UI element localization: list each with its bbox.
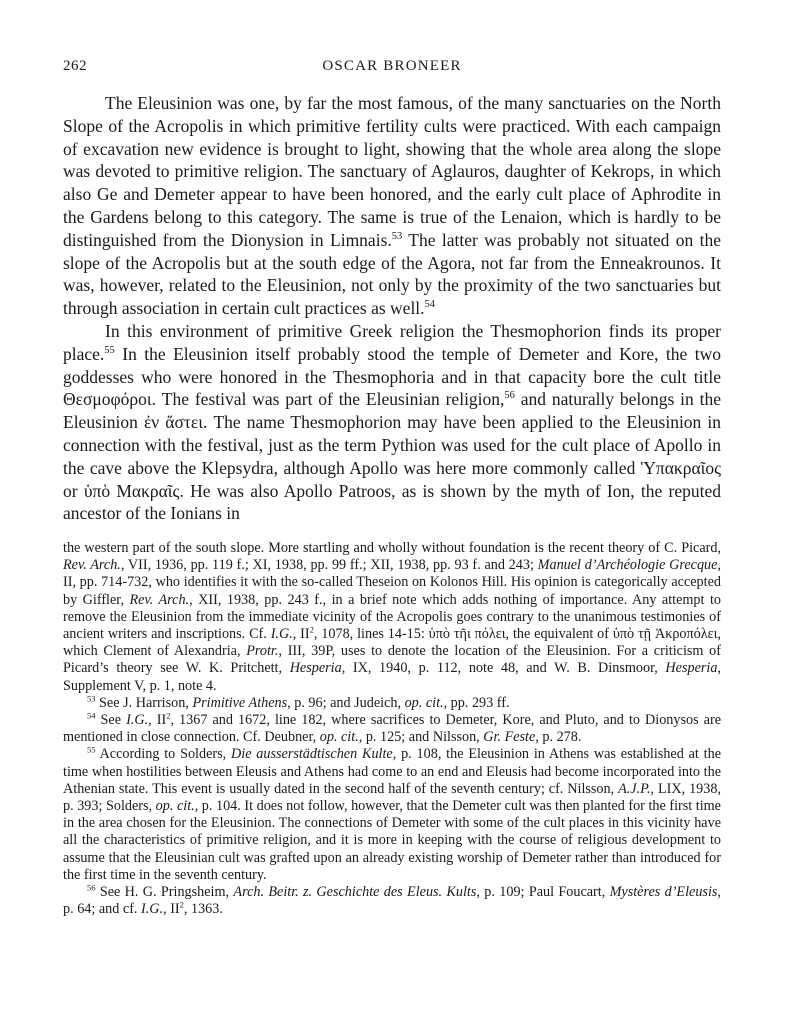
text-span: , p. 104. It does not follow, however, that the Demeter cult was then planted for the first time in the area chosen for the Eleusinion. The connections of Demeter with some of the cult places in this vicinity have all the characteristics of primitive religion, and it is more in keeping with the course of religious development to assume that the Eleusinian cult was grafted upon an already existing worship of Demeter rather than introduced for the first time in the seventh century.	[63, 798, 721, 883]
paragraph-1	[63, 92, 721, 320]
text-span: , IX, 1940, p. 112, note 48, and W. B. Dinsmoor,	[341, 660, 666, 677]
text-span: . The festival was part of the Eleusinian religion,	[151, 389, 505, 410]
text-span: , LIX, 1938, p. 393; Solders,	[63, 780, 721, 815]
footnote-number: 55	[87, 744, 96, 755]
text-span: , p. 64; and cf.	[63, 884, 721, 918]
text-span: and naturally belongs in the Eleusinion	[63, 389, 721, 433]
footnote-ref-56: 56	[504, 390, 515, 402]
text-span: , pp. 293 ff.	[443, 694, 510, 711]
citation-title: I.G.	[126, 712, 149, 729]
text-span: According to Solders,	[95, 746, 231, 763]
superscript: 2	[179, 899, 184, 910]
citation-title: Die ausserstädtischen Kulte	[231, 746, 393, 763]
footnote-number: 56	[87, 882, 96, 893]
citation-title: Mystères d’Eleusis	[609, 884, 718, 901]
text-span: , 1078, lines 14-15:	[313, 626, 429, 643]
text-span: , II	[163, 901, 180, 918]
citation-title: Hesperia	[289, 660, 342, 677]
citation-title: A.J.P.	[618, 780, 651, 797]
text-span: , II, pp. 714-732, who identifies it with the so-called Theseion on Kolonos Hill. His opinion is categorically accepted by Giffler,	[63, 557, 721, 608]
citation-title: Arch. Beitr. z. Geschichte des Eleus. Kults	[233, 884, 477, 901]
text-span: , the equivalent of	[505, 626, 613, 643]
footnote-53	[63, 695, 721, 712]
greek-term: ὑπὸ τῆι πόλει	[428, 626, 506, 643]
citation-title: op. cit.	[319, 729, 359, 746]
text-span: , VII, 1936, pp. 119 f.; XI, 1938, pp. 99 ff.; XII, 1938, pp. 93 f. and 243;	[120, 557, 538, 574]
running-head: OSCAR BRONEER	[322, 58, 462, 74]
citation-title: Gr. Feste	[483, 729, 536, 746]
text-span: , p. 109; Paul Foucart,	[476, 884, 610, 901]
citation-title: Rev. Arch.	[129, 591, 190, 608]
footnote-ref-55: 55	[104, 344, 115, 356]
greek-term: ὑπὸ Μακραῖς	[83, 480, 180, 501]
text-span: . The name Thesmophorion may have been applied to the Eleusinion in connection with the festival, just as the term Pythion was used for the cult place of Apollo in the cave above the Klepsydra, although Apollo was here more commonly called	[63, 412, 722, 478]
footnote-56	[63, 884, 721, 918]
citation-title: Protr.	[246, 643, 279, 660]
superscript: 2	[166, 710, 171, 721]
text-span: , p. 96; and Judeich,	[287, 694, 405, 711]
text-span: , Supplement V, p. 1, note 4.	[63, 660, 721, 694]
footnote-ref-53: 53	[391, 230, 403, 242]
footnote-55	[63, 746, 721, 884]
superscript: 2	[309, 624, 314, 635]
citation-title: I.G.	[141, 901, 164, 918]
footnote-54	[63, 712, 721, 746]
text-span: See J. Harrison,	[95, 694, 193, 711]
greek-term: ἐν ἄστει	[143, 412, 203, 433]
text-span: See H. G. Pringsheim,	[95, 884, 234, 901]
text-span: , p. 108, the Eleusinion in Athens was established at the time when hostilities between Eleusis and Athens had come to an end and Eleusis had become incorporated into the Athenian state. This event is usually dated in the second half of the seventh century; cf. Nilsson,	[63, 746, 722, 797]
text-span: . He was also Apollo Patroos, as is shown by the myth of Ion, the reputed ancestor of the Ionians in	[63, 480, 721, 524]
footnote-continuation	[63, 540, 721, 695]
greek-term: ὑπὸ τῇ Ἀκροπόλει	[612, 626, 718, 643]
footnote-number: 53	[87, 693, 96, 704]
greek-term: Θεσμοφόροι	[63, 389, 152, 410]
text-span: , which Clement of Alexandria,	[63, 626, 721, 660]
footnote-ref-54: 54	[424, 299, 436, 311]
greek-term: Ὑπακραῖος	[640, 457, 721, 478]
citation-title: op. cit.	[404, 694, 444, 711]
text-span: the western part of the south slope. More startling and wholly without foundation is the recent theory of C. Picard,	[63, 540, 721, 556]
citation-title: op. cit.	[155, 798, 195, 815]
footnotes	[63, 540, 721, 918]
citation-title: Rev. Arch.	[63, 557, 121, 574]
text-span: , XII, 1938, pp. 243 f., in a brief note which adds nothing of importance. Any attempt to remove the Eleusinion from the immediate vicinity of the Acropolis goes contrary to the unanimous testimonies of ancient writers and inscriptions. Cf.	[63, 591, 721, 643]
text-span: In the Eleusinion itself probably stood the temple of Demeter and Kore, the two goddesses who were honored in the Thesmophoria and in that capacity bore the cult title	[63, 343, 721, 387]
citation-title: Manuel d’Archéologie Grecque	[537, 557, 718, 574]
text-span: , II	[292, 626, 310, 643]
page-header	[63, 58, 721, 78]
text-span: or	[63, 480, 84, 501]
text-span: , 1367 and 1672, line 182, where sacrifices to Demeter, Kore, and Pluto, and to Dionysos are mentioned in close connection. Cf. Deubner,	[63, 712, 721, 746]
footnote-number: 54	[87, 710, 96, 721]
paragraph-2	[63, 320, 721, 525]
citation-title: Hesperia	[665, 660, 718, 677]
main-text	[63, 92, 721, 525]
text-span: In this environment of primitive Greek religion the Thesmophorion finds its proper place.	[63, 320, 721, 364]
text-span: , III, 39P, uses to denote the location of the Eleusinion. For a criticism of Picard’s theory see W. K. Pritchett,	[63, 643, 721, 677]
citation-title: I.G.	[270, 626, 293, 643]
text-span: See	[95, 712, 127, 729]
text-span: The Eleusinion was one, by far the most famous, of the many sanctuaries on the North Slope of the Acropolis in which primitive fertility cults were practiced. With each campaign of excavation new evidence is brought to light, showing that the whole area along the slope was devoted to primitive religion. The sanctuary of Aglauros, daughter of Kekrops, in which also Ge and Demeter appear to have been honored, and the early cult place of Aphrodite in the Gardens belong to this category. The same is true of the Lenaion, which is hardly to be distinguished from the Dionysion in Limnais.	[63, 93, 721, 250]
page-number: 262	[63, 58, 87, 74]
text-span: , p. 278.	[535, 729, 582, 746]
text-span: , p. 125; and Nilsson,	[358, 729, 484, 746]
text-span: The latter was probably not situated on the slope of the Acropolis but at the south edge of the Agora, not far from the Enneakrounos. It was, however, related to the Eleusinion, not only by the proximity of the two sanctuaries but through association in certain cult practices as well.	[63, 229, 722, 319]
text-span: , 1363.	[183, 901, 223, 918]
text-span: , II	[148, 712, 167, 729]
citation-title: Primitive Athens	[192, 694, 288, 711]
